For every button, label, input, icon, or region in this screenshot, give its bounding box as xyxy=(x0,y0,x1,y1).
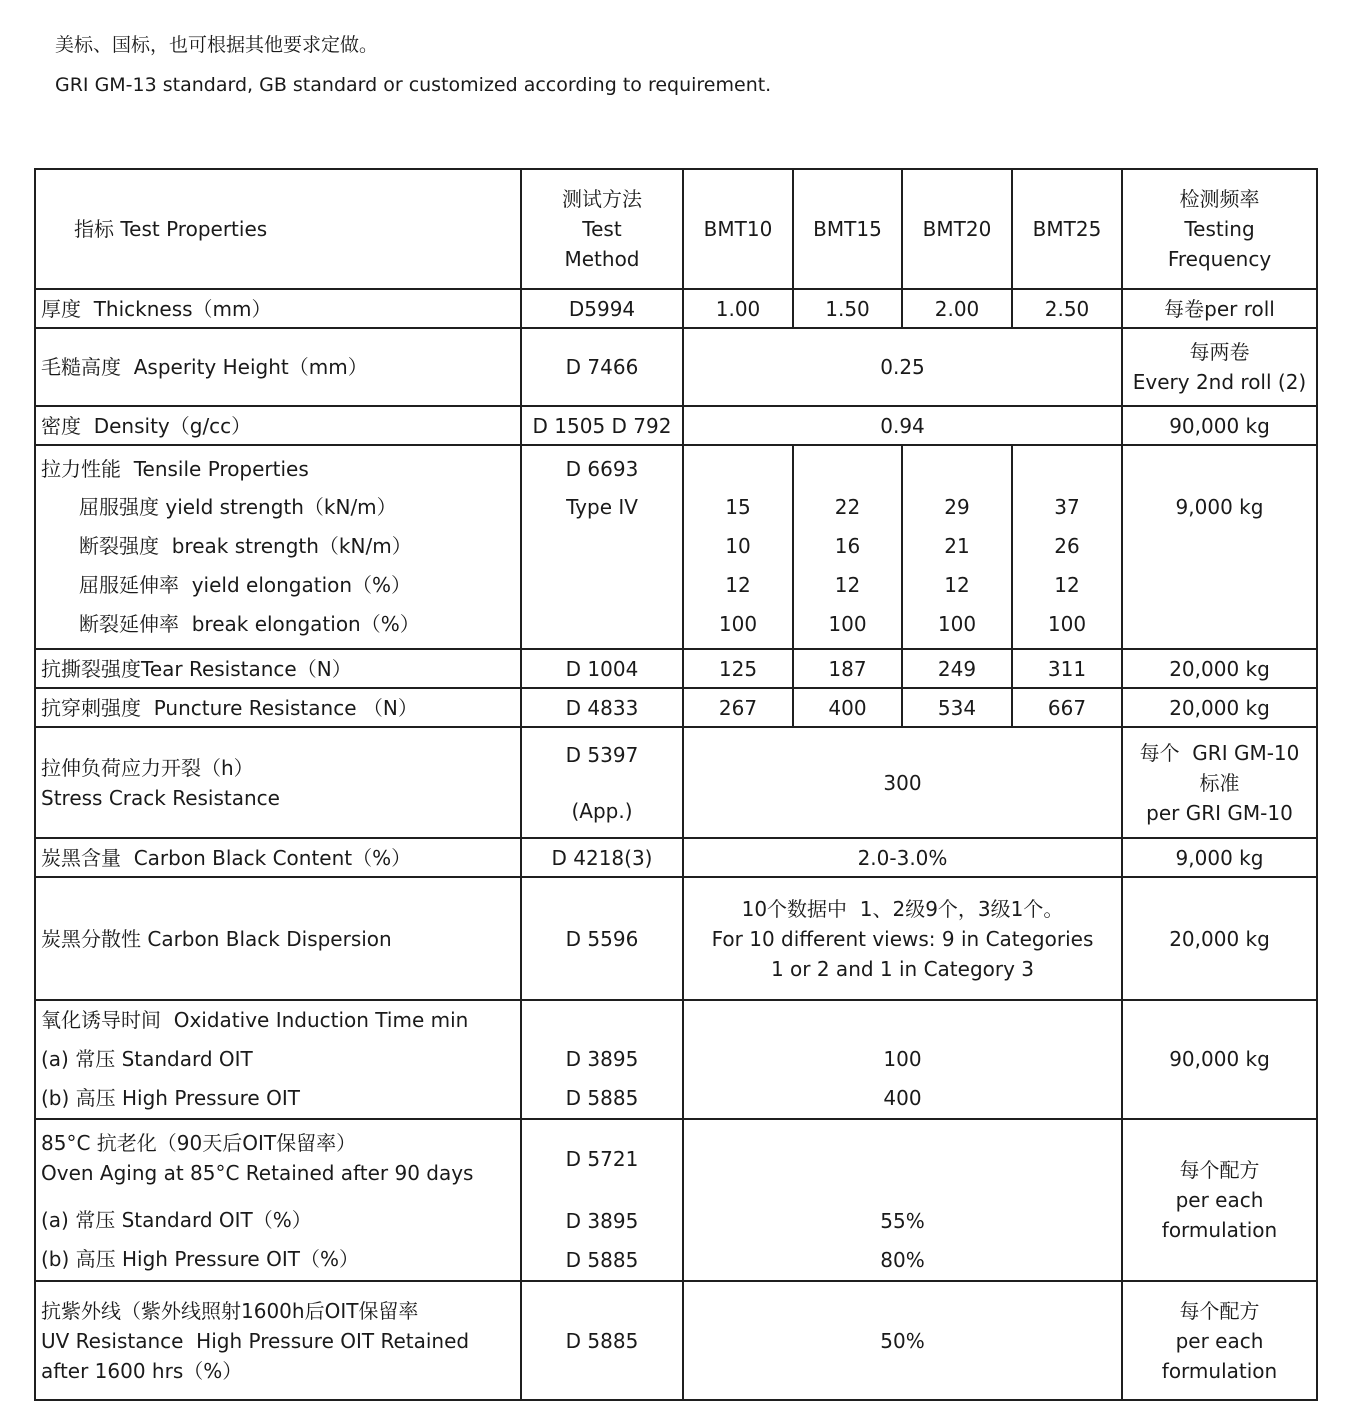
row-stress-crack xyxy=(35,727,1317,838)
test-frequency: 每卷per roll xyxy=(1122,289,1317,328)
value-column: 37 26 12 100 xyxy=(1012,445,1122,649)
value-column: 29 21 12 100 xyxy=(902,445,1012,649)
test-method: D 5397 (App.) xyxy=(521,727,683,838)
row-uv xyxy=(35,1281,1317,1400)
property-label: 密度 Density（g/cc） xyxy=(35,406,521,445)
value-cell: 534 xyxy=(902,688,1012,727)
property-label: 炭黑分散性 Carbon Black Dispersion xyxy=(35,877,521,1000)
value-cell: 100 400 xyxy=(683,1000,1122,1119)
row-carbon-dispersion xyxy=(35,877,1317,1000)
value-cell: 1.50 xyxy=(793,289,902,328)
row-tear xyxy=(35,649,1317,688)
value-cell: 400 xyxy=(793,688,902,727)
test-frequency: 90,000 kg xyxy=(1122,406,1317,445)
spec-table xyxy=(34,168,1318,1401)
value-cell: 187 xyxy=(793,649,902,688)
test-method: D 1505 D 792 xyxy=(521,406,683,445)
value-column: 22 16 12 100 xyxy=(793,445,902,649)
property-label: 炭黑含量 Carbon Black Content（%） xyxy=(35,838,521,877)
property-label: 厚度 Thickness（mm） xyxy=(35,289,521,328)
property-label: 拉力性能 Tensile Properties 屈服强度 yield strength（kN/m） 断裂强度 break strength（kN/m） 屈服延伸率 yield elongation（%） 断裂延伸率 break elongation（%） xyxy=(35,445,521,649)
value-cell: 2.0-3.0% xyxy=(683,838,1122,877)
header-method: 测试方法 Test Method xyxy=(521,169,683,289)
intro-chinese: 美标、国标，也可根据其他要求定做。 xyxy=(55,34,379,56)
test-method: D 4218(3) xyxy=(521,838,683,877)
header-grade: BMT20 xyxy=(902,169,1012,289)
value-cell: 10个数据中 1、2级9个，3级1个。 For 10 different views: 9 in Categories 1 or 2 and 1 in Category 3 xyxy=(683,877,1122,1000)
value-cell: 2.00 xyxy=(902,289,1012,328)
header-grade: BMT25 xyxy=(1012,169,1122,289)
test-method: D5994 xyxy=(521,289,683,328)
test-frequency: 每两卷 Every 2nd roll (2) xyxy=(1122,328,1317,406)
value-column: 15 10 12 100 xyxy=(683,445,793,649)
property-label: 抗撕裂强度Tear Resistance（N） xyxy=(35,649,521,688)
value-cell: 50% xyxy=(683,1281,1122,1400)
value-cell: 0.94 xyxy=(683,406,1122,445)
property-label: 抗紫外线（紫外线照射1600h后OIT保留率 UV Resistance High Pressure OIT Retained after 1600 hrs（%） xyxy=(35,1281,521,1400)
intro-english: GRI GM-13 standard, GB standard or customized according to requirement. xyxy=(55,74,772,96)
test-frequency: 20,000 kg xyxy=(1122,688,1317,727)
value-cell: 2.50 xyxy=(1012,289,1122,328)
test-method: D 5721 D 3895 D 5885 xyxy=(521,1119,683,1281)
test-method: D 5885 xyxy=(521,1281,683,1400)
value-cell: 125 xyxy=(683,649,793,688)
test-method: D 4833 xyxy=(521,688,683,727)
value-cell: 267 xyxy=(683,688,793,727)
test-frequency: 每个配方 per each formulation xyxy=(1122,1119,1317,1281)
test-method: D 3895 D 5885 xyxy=(521,1000,683,1119)
test-method: D 7466 xyxy=(521,328,683,406)
property-label: 抗穿刺强度 Puncture Resistance （N） xyxy=(35,688,521,727)
header-grade: BMT15 xyxy=(793,169,902,289)
test-frequency: 9,000 kg xyxy=(1122,838,1317,877)
test-frequency: 每个 GRI GM-10 标准 per GRI GM-10 xyxy=(1122,727,1317,838)
test-method: D 1004 xyxy=(521,649,683,688)
value-cell: 55% 80% xyxy=(683,1119,1122,1281)
test-frequency: 20,000 kg xyxy=(1122,649,1317,688)
value-cell: 300 xyxy=(683,727,1122,838)
value-cell: 667 xyxy=(1012,688,1122,727)
property-label: 拉伸负荷应力开裂（h） Stress Crack Resistance xyxy=(35,727,521,838)
row-carbon-content xyxy=(35,838,1317,877)
test-method: D 5596 xyxy=(521,877,683,1000)
value-cell: 249 xyxy=(902,649,1012,688)
row-asperity xyxy=(35,328,1317,406)
value-cell: 1.00 xyxy=(683,289,793,328)
header-frequency: 检测频率 Testing Frequency xyxy=(1122,169,1317,289)
row-density xyxy=(35,406,1317,445)
test-frequency: 20,000 kg xyxy=(1122,877,1317,1000)
test-frequency: 90,000 kg xyxy=(1122,1000,1317,1119)
test-frequency: 每个配方 per each formulation xyxy=(1122,1281,1317,1400)
test-frequency: 9,000 kg xyxy=(1122,445,1317,649)
row-tensile xyxy=(35,445,1317,649)
value-cell: 0.25 xyxy=(683,328,1122,406)
row-puncture xyxy=(35,688,1317,727)
row-oven-aging xyxy=(35,1119,1317,1281)
property-label: 85°C 抗老化（90天后OIT保留率） Oven Aging at 85°C Retained after 90 days (a) 常压 Standard OIT（%） (b) 高压 High Pressure OIT（%） xyxy=(35,1119,521,1281)
test-method: D 6693 Type IV xyxy=(521,445,683,649)
property-label: 氧化诱导时间 Oxidative Induction Time min (a) 常压 Standard OIT (b) 高压 High Pressure OIT xyxy=(35,1000,521,1119)
row-thickness xyxy=(35,289,1317,328)
header-grade: BMT10 xyxy=(683,169,793,289)
row-oit xyxy=(35,1000,1317,1119)
property-label: 毛糙高度 Asperity Height（mm） xyxy=(35,328,521,406)
value-cell: 311 xyxy=(1012,649,1122,688)
header-row xyxy=(35,169,1317,289)
header-properties: 指标 Test Properties xyxy=(35,169,521,289)
